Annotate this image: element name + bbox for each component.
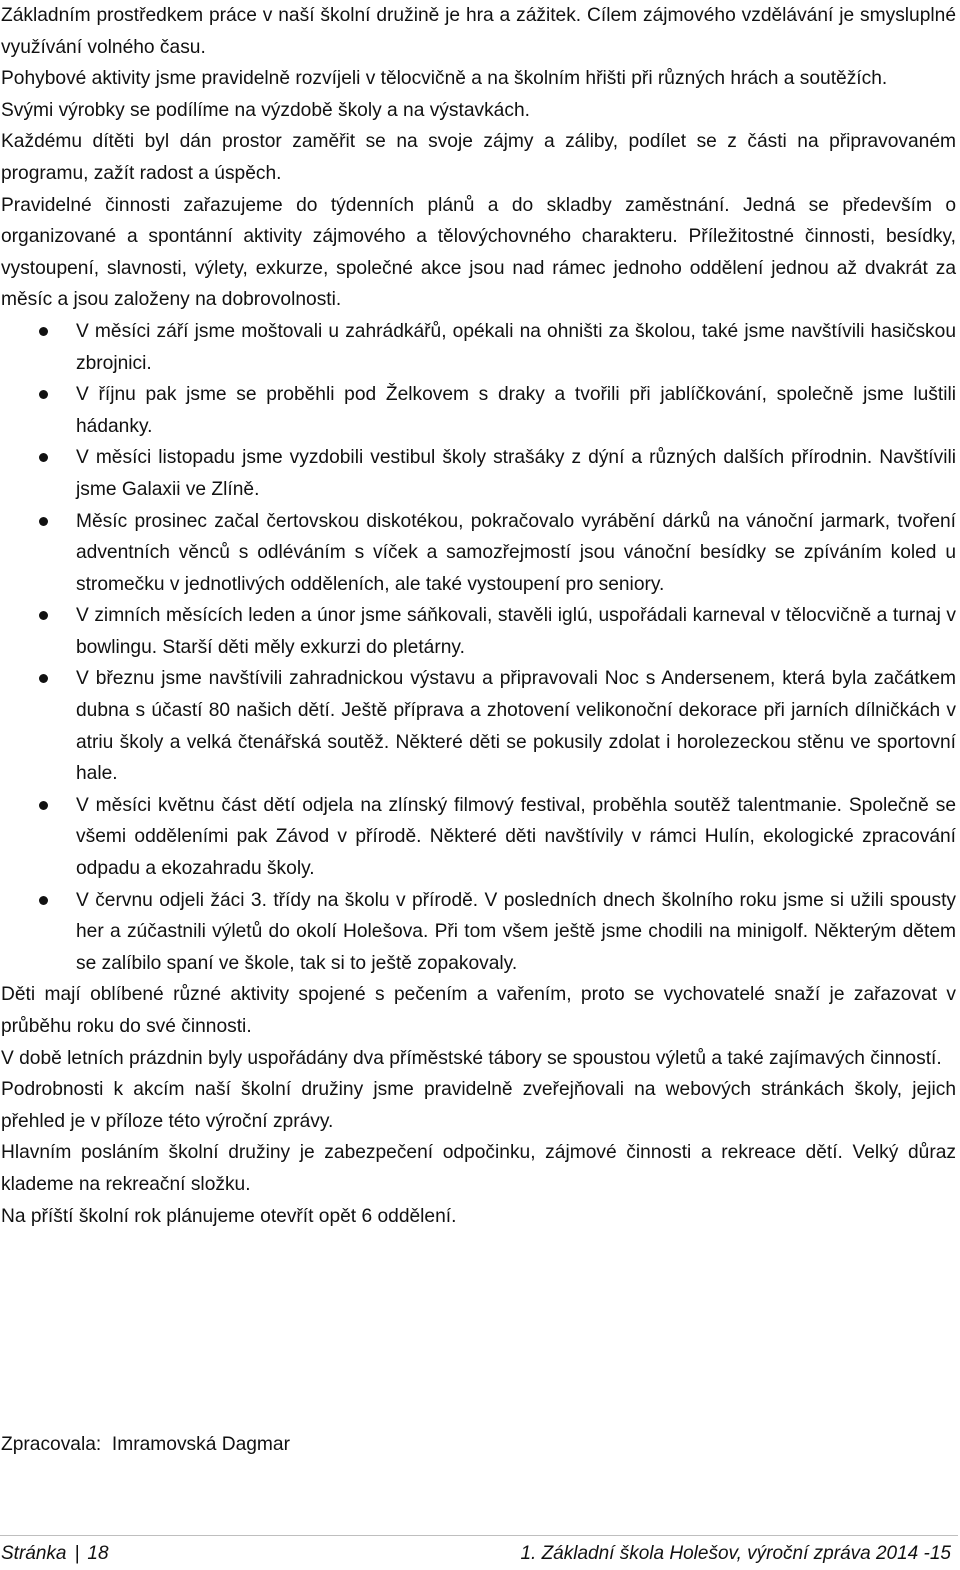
bullet-icon — [39, 517, 48, 526]
bullet-icon — [39, 453, 48, 462]
list-item-text: V červnu odjeli žáci 3. třídy na školu v přírodě. V posledních dnech školního roku jsme si užili spousty her a zúčastnili výletů do okolí Holešova. Při tom všem ještě jsme chodili na minigolf. Některým dětem se zalíbilo spaní ve škole, tak si to ještě zopakovaly. — [76, 889, 956, 974]
list-item — [1, 379, 956, 442]
bullet-icon — [39, 674, 48, 683]
paragraph-interests: Každému dítěti byl dán prostor zaměřit se na svoje zájmy a záliby, podílet se z části na připravovaném programu, zažít radost a úspěch. — [1, 131, 956, 184]
list-item — [1, 600, 956, 663]
list-item-text: V měsíci září jsme moštovali u zahrádkářů, opékali na ohništi za školou, také jsme navštívili hasičskou zbrojnici. — [76, 320, 956, 374]
list-item-text: V říjnu pak jsme se proběhli pod Želkovem s draky a tvořili při jablíčkování, společně jsme luštili hádanky. — [76, 384, 956, 437]
paragraph-products: Svými výrobky se podílíme na výzdobě školy a na výstavkách. — [1, 99, 530, 121]
paragraph-intro: Základním prostředkem práce v naší školní družině je hra a zážitek. Cílem zájmového vzdělávání je smysluplné využívání volného času. — [1, 5, 956, 58]
footer-report-title: 1. Základní škola Holešov, výroční zpráva 2014 -15 — [520, 1543, 951, 1564]
paragraph-next-year: Na příští školní rok plánujeme otevřít opět 6 oddělení. — [1, 1205, 457, 1227]
author-line: Zpracovala: Imramovská Dagmar — [1, 1434, 290, 1455]
bullet-icon — [39, 896, 48, 905]
list-item — [1, 316, 956, 379]
footer-page-info — [1, 1540, 109, 1568]
list-item — [1, 442, 956, 505]
paragraph-mission: Hlavním posláním školní družiny je zabezpečení odpočinku, zájmové činnosti a rekreace dětí. Velký důraz klademe na rekreační složku. — [1, 1142, 956, 1195]
monthly-activities-list — [1, 316, 956, 979]
list-item-text: V měsíci listopadu jsme vyzdobili vestibul školy strašáky z dýní a různých dalších přírodnin. Navštívili jsme Galaxii ve Zlíně. — [76, 447, 956, 500]
list-item-text: V březnu jsme navštívili zahradnickou výstavu a připravovali Noc s Andersenem, která byla začátkem dubna s účastí 80 našich dětí. Ještě příprava a zhotovení velikonoční dekorace při jarních dílničkách v atriu školy a velká čtenářská soutěž. Některé děti se pokusily zdolat i horolezeckou stěnu ve sportovní hale. — [76, 668, 956, 785]
bullet-icon — [39, 801, 48, 810]
paragraph-cooking: Děti mají oblíbené různé aktivity spojené s pečením a vařením, proto se vychovatelé snaží je zařazovat v průběhu roku do své činnosti. — [1, 984, 956, 1037]
page-footer — [0, 1540, 955, 1570]
list-item-text: Měsíc prosinec začal čertovskou diskotékou, pokračovalo vyrábění dárků na vánoční jarmark, tvoření adventních věnců s odléváním s víček a samozřejmostí jsou vánoční besídky se zpíváním koled u stromečku v jednotlivých odděleních, ale také vystoupení pro seniory. — [76, 510, 956, 595]
bullet-icon — [39, 611, 48, 620]
list-item — [1, 506, 956, 601]
list-item-text: V měsíci květnu část dětí odjela na zlínský filmový festival, proběhla soutěž talentmanie. Společně se všemi odděleními pak Závod v přírodě. Některé děti navštívily v rámci Hulín, ekologické zpracování odpadu a ekozahradu školy. — [76, 794, 956, 880]
bullet-icon — [39, 327, 48, 336]
paragraph-website: Podrobnosti k akcím naší školní družiny jsme pravidelně zveřejňovali na webových stránkách školy, jejich přehled je v příloze této výroční zprávy. — [1, 1079, 956, 1132]
document-body — [1, 0, 956, 1232]
paragraph-activities: Pravidelné činnosti zařazujeme do týdenních plánů a do skladby zaměstnání. Jedná se především o organizované a spontánní aktivity zájmového a tělovýchovného charakteru. Příležitostné činnosti, besídky, vystoupení, slavnosti, výlety, exkurze, společné akce jsou nad rámec jednoho oddělení jednou až dvakrát za měsíc a jsou založeny na dobrovolnosti. — [1, 194, 956, 311]
footer-page-number: 18 — [87, 1543, 109, 1564]
footer-divider — [0, 1535, 958, 1536]
paragraph-summer-camps: V době letních prázdnin byly uspořádány dva příměstské tábory se spoustou výletů a také zajímavých činností. — [1, 1047, 942, 1069]
bullet-icon — [39, 390, 48, 399]
paragraph-sports: Pohybové aktivity jsme pravidelně rozvíjeli v tělocvičně a na školním hřišti při různých hrách a soutěžích. — [1, 68, 888, 90]
footer-page-label: Stránka — [1, 1543, 67, 1564]
footer-separator: | — [74, 1543, 80, 1564]
list-item-text: V zimních měsících leden a únor jsme sáňkovali, stavěli iglú, uspořádali karneval v tělocvičně a turnaj v bowlingu. Starší děti měly exkurzi do pletárny. — [76, 605, 956, 658]
list-item — [1, 663, 956, 789]
list-item — [1, 885, 956, 980]
list-item — [1, 790, 956, 885]
